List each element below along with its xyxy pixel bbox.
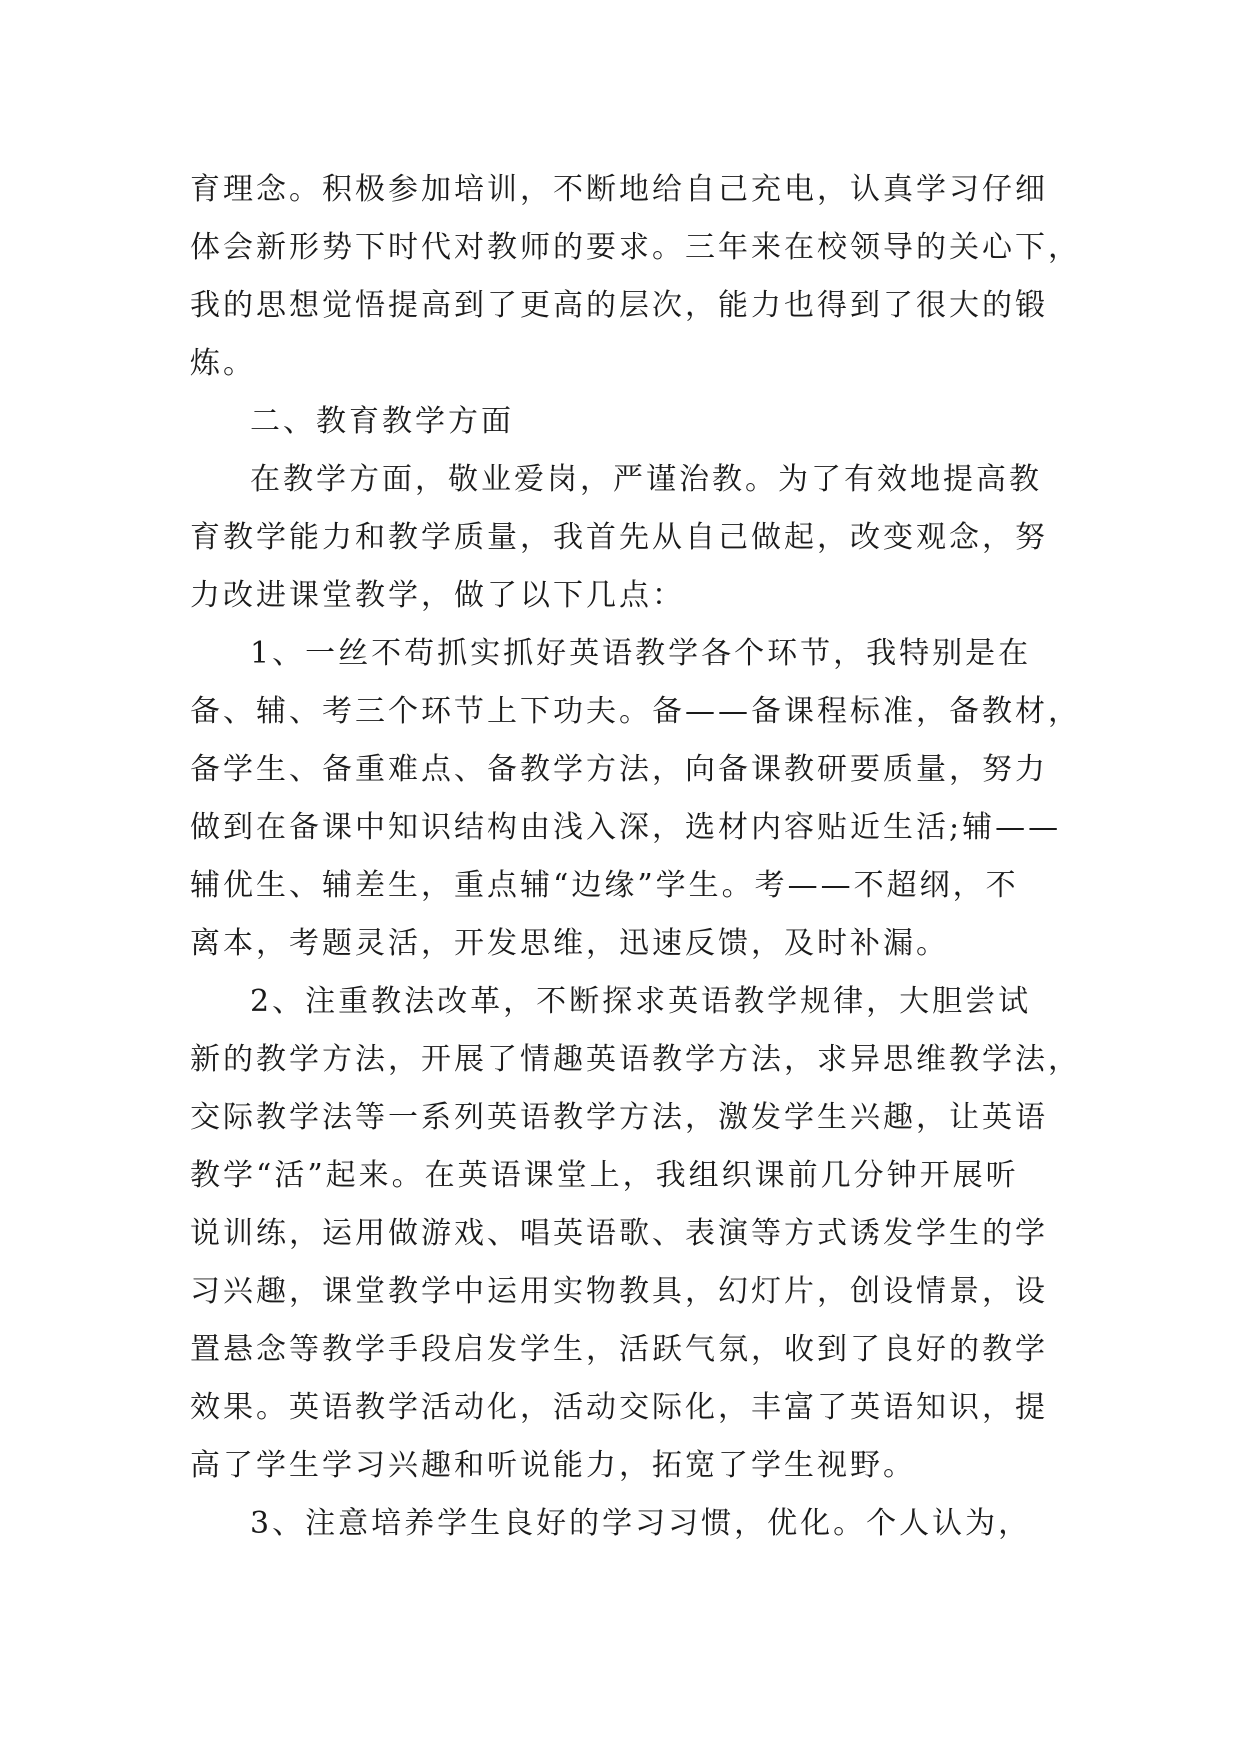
paragraph-line: 习兴趣，课堂教学中运用实物教具，幻灯片，创设情景，设 (190, 1274, 1048, 1309)
paragraph-line: 育理念。积极参加培训，不断地给自己充电，认真学习仔细 (190, 172, 1048, 207)
list-item-line: 2、注重教法改革，不断探求英语教学规律，大胆尝试 (250, 984, 1032, 1019)
paragraph-line: 新的教学方法，开展了情趣英语教学方法，求异思维教学法， (190, 1042, 1081, 1077)
paragraph-line: 育教学能力和教学质量，我首先从自己做起，改变观念，努 (190, 520, 1048, 555)
paragraph-line: 做到在备课中知识结构由浅入深，选材内容贴近生活;辅—— (190, 810, 1062, 845)
paragraph-line: 离本，考题灵活，开发思维，迅速反馈，及时补漏。 (190, 926, 949, 961)
paragraph-line: 教学“活”起来。在英语课堂上，我组织课前几分钟开展听 (190, 1158, 1019, 1193)
paragraph-line: 辅优生、辅差生，重点辅“边缘”学生。考——不超纲，不 (190, 868, 1019, 903)
paragraph-line: 效果。英语教学活动化，活动交际化，丰富了英语知识，提 (190, 1390, 1048, 1425)
paragraph-line: 体会新形势下时代对教师的要求。三年来在校领导的关心下， (190, 230, 1081, 265)
paragraph-line: 在教学方面，敬业爱岗，严谨治教。为了有效地提高教 (250, 462, 1042, 497)
list-item-line: 1、一丝不苟抓实抓好英语教学各个环节，我特别是在 (250, 636, 1032, 671)
paragraph-line: 备学生、备重难点、备教学方法，向备课教研要质量，努力 (190, 752, 1048, 787)
paragraph-line: 说训练，运用做游戏、唱英语歌、表演等方式诱发学生的学 (190, 1216, 1048, 1251)
list-item-line: 3、注意培养学生良好的学习习惯，优化。个人认为， (250, 1506, 1032, 1541)
section-heading: 二、教育教学方面 (250, 404, 514, 439)
paragraph-line: 交际教学法等一系列英语教学方法，激发学生兴趣，让英语 (190, 1100, 1048, 1135)
paragraph-line: 置悬念等教学手段启发学生，活跃气氛，收到了良好的教学 (190, 1332, 1048, 1367)
paragraph-line: 高了学生学习兴趣和听说能力，拓宽了学生视野。 (190, 1448, 916, 1483)
paragraph-line: 力改进课堂教学，做了以下几点： (190, 578, 685, 613)
paragraph-line: 我的思想觉悟提高到了更高的层次，能力也得到了很大的锻 (190, 288, 1048, 323)
body-text (190, 161, 1090, 1553)
paragraph-line: 炼。 (190, 346, 256, 381)
paragraph-line: 备、辅、考三个环节上下功夫。备——备课程标准，备教材， (190, 694, 1081, 729)
